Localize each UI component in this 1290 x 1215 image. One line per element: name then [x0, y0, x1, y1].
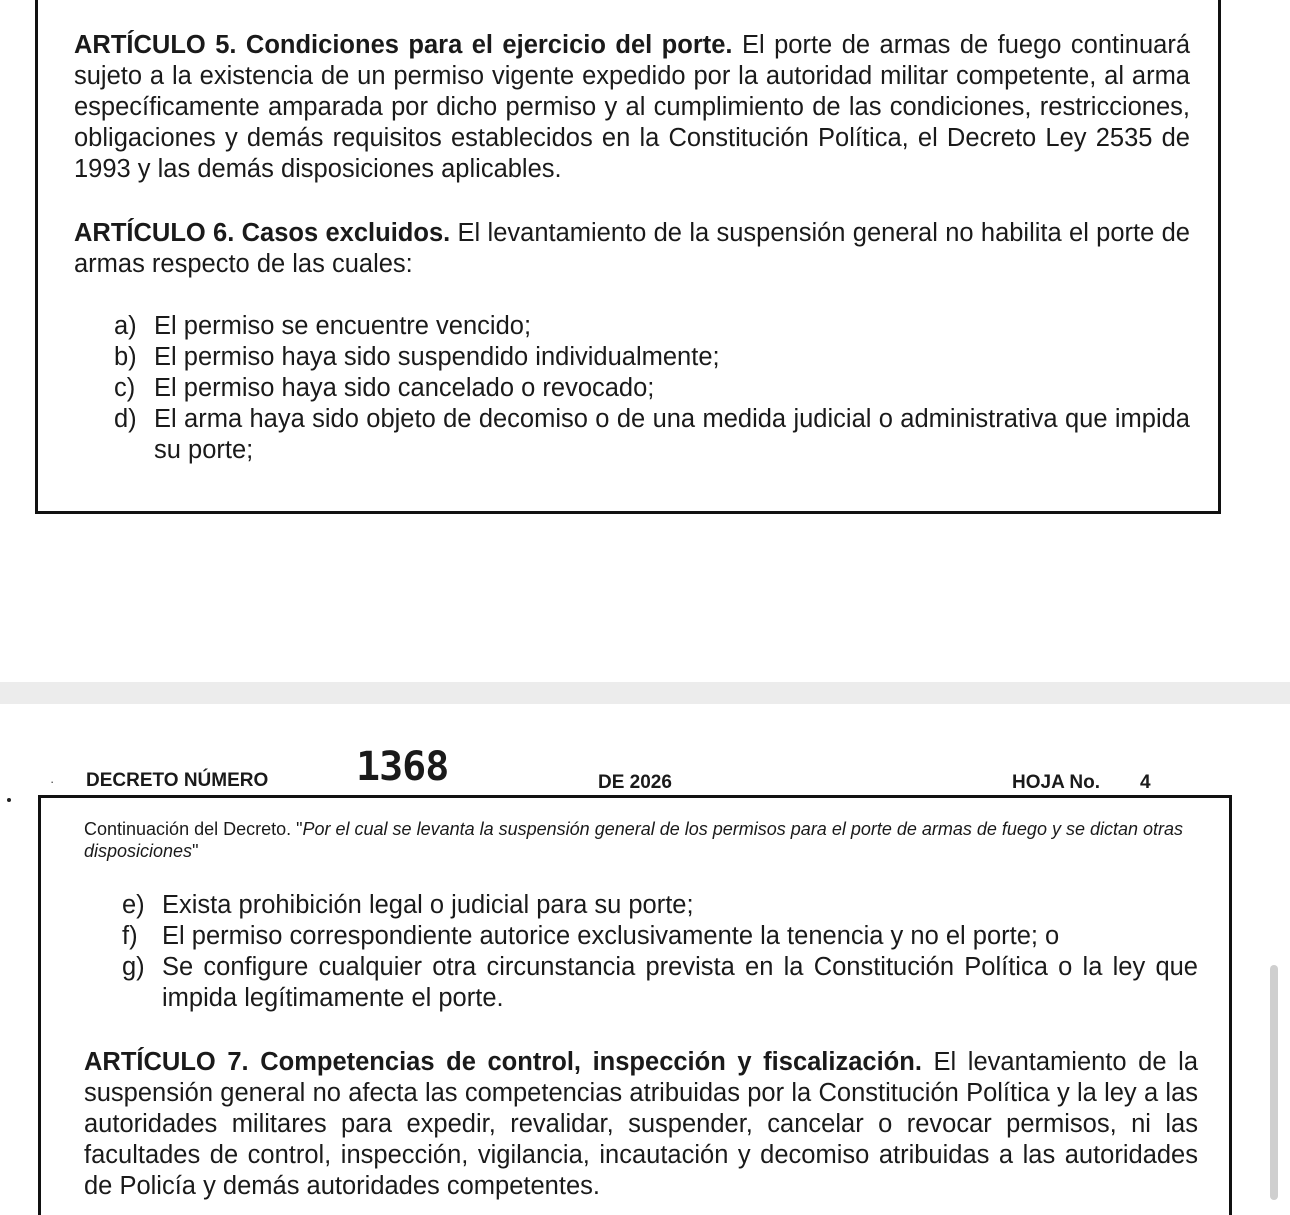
list-item-text: Exista prohibición legal o judicial para su porte; [162, 891, 694, 919]
scan-mark: · [50, 774, 55, 789]
list-item-text: El permiso haya sido cancelado o revocado; [154, 374, 655, 402]
list-item-text: El permiso haya sido suspendido individualmente; [154, 343, 720, 371]
continuation-note [84, 818, 1204, 862]
continuation-suffix: " [192, 841, 199, 861]
article-5-body: El porte de armas de fuego continuará sujeto a la existencia de un permiso vigente expedido por la autoridad militar competente, al arma específicamente amparada por dicho permiso y al cumplimiento de las condiciones, restricciones, obligaciones y demás requisitos establecidos en la Constitución Política, el Decreto Ley 2535 de 1993 y las demás disposiciones aplicables. [74, 31, 1190, 183]
list-item-label: f) [122, 922, 138, 950]
decreto-label: DECRETO NÚMERO [86, 770, 269, 791]
list-item-label: d) [114, 405, 137, 433]
list-item-label: a) [114, 312, 137, 340]
list-item-label: b) [114, 343, 137, 371]
list-item-label: e) [122, 891, 145, 919]
continuation-prefix: Continuación del Decreto. " [84, 819, 303, 839]
article-7-paragraph [84, 1047, 1198, 1202]
list-item-text: El arma haya sido objeto de decomiso o de una medida judicial o administrativa que impida su porte; [154, 405, 1190, 464]
document-page-lower [0, 704, 1290, 1200]
article-6-heading: ARTÍCULO 6. Casos excluidos. [74, 219, 451, 247]
hoja-number: 4 [1140, 772, 1151, 793]
list-item [114, 373, 1190, 404]
list-item [114, 311, 1190, 342]
list-item [122, 952, 1198, 1014]
excluded-cases-list-continued [122, 890, 1198, 1014]
article-7-heading: ARTÍCULO 7. Competencias de control, inspección y fiscalización. [84, 1048, 922, 1076]
excluded-cases-list [114, 311, 1190, 466]
list-item [122, 890, 1198, 921]
list-item-text: El permiso correspondiente autorice exclusivamente la tenencia y no el porte; o [162, 922, 1060, 950]
list-item-text: El permiso se encuentre vencido; [154, 312, 532, 340]
article-7-body: El levantamiento de la suspensión general no afecta las competencias atribuidas por la Constitución Política y la ley a las autoridades militares para expedir, revalidar, suspender, cancelar o revocar permisos, ni las facultades de control, inspección, vigilancia, incautación y decomiso atribuidas a las autoridades de Policía y demás autoridades competentes. [84, 1048, 1198, 1200]
list-item [122, 921, 1198, 952]
vertical-scrollbar[interactable] [1270, 965, 1278, 1200]
list-item-label: c) [114, 374, 136, 402]
article-5-paragraph [74, 30, 1190, 185]
hoja-label: HOJA No. [1012, 772, 1100, 793]
continuation-title: Por el cual se levanta la suspensión general de los permisos para el porte de armas de fuego y se dictan otras disposiciones [84, 819, 1184, 861]
decreto-year: DE 2026 [598, 772, 672, 793]
scan-dot [7, 798, 11, 802]
article-6-paragraph [74, 218, 1190, 280]
list-item-label: g) [122, 953, 145, 981]
decreto-number: 1368 [356, 744, 449, 790]
article-5-heading: ARTÍCULO 5. Condiciones para el ejercicio del porte. [74, 31, 733, 59]
page-separator [0, 682, 1290, 704]
list-item [114, 404, 1190, 466]
list-item [114, 342, 1190, 373]
list-item-text: Se configure cualquier otra circunstancia prevista en la Constitución Política o la ley que impida legítimamente el porte. [162, 953, 1198, 1012]
article-6-body: El levantamiento de la suspensión general no habilita el porte de armas respecto de las cuales: [74, 219, 1190, 278]
